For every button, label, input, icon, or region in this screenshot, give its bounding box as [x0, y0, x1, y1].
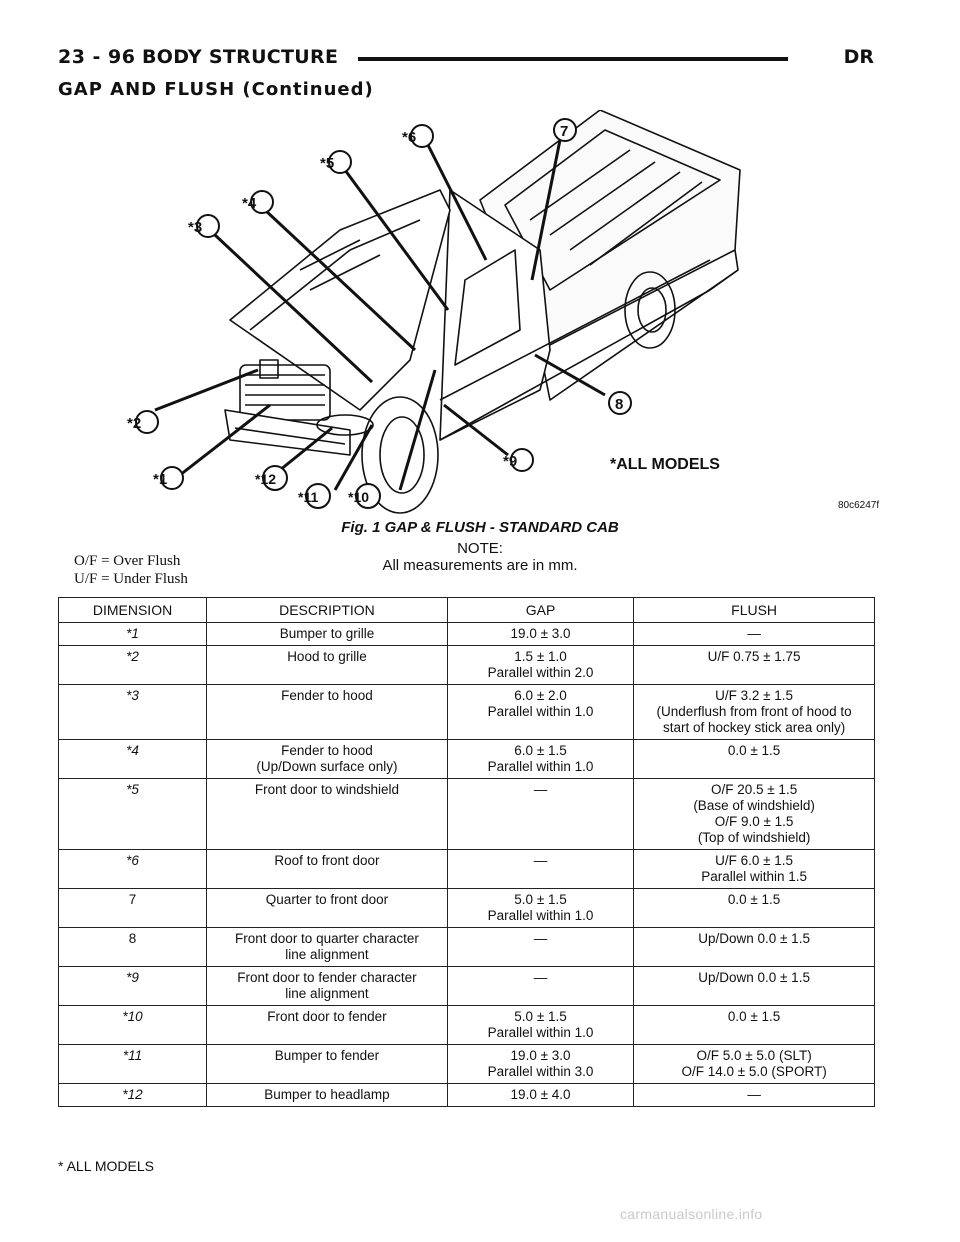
desc-cell: [207, 1084, 448, 1107]
page-number: 23 - 96: [58, 46, 136, 68]
flush-line: —: [747, 626, 761, 641]
table-row: [59, 646, 875, 685]
table-row: [59, 623, 875, 646]
desc-line: Fender to hood: [281, 743, 373, 758]
flush-line: (Top of windshield): [697, 830, 811, 845]
svg-text:*5: *5: [320, 155, 335, 172]
desc-cell: [207, 928, 448, 967]
gap-line: 19.0 ± 3.0: [510, 626, 571, 641]
flush-cell: [634, 685, 875, 740]
svg-text:*10: *10: [348, 489, 370, 505]
gap-line: 6.0 ± 1.5: [514, 743, 567, 758]
flush-cell: [634, 928, 875, 967]
desc-cell: [207, 623, 448, 646]
flush-cell: [634, 1045, 875, 1084]
flush-cell: [634, 1084, 875, 1107]
svg-text:*3: *3: [188, 219, 203, 236]
dimension-cell: 8: [59, 928, 207, 967]
gap-line: Parallel within 3.0: [487, 1064, 594, 1079]
flush-cell: [634, 623, 875, 646]
gap-cell: [447, 928, 633, 967]
desc-line: Front door to fender character: [237, 970, 417, 985]
dimension-cell: *9: [59, 967, 207, 1006]
section-title: BODY STRUCTURE: [142, 46, 339, 68]
gap-cell: [447, 850, 633, 889]
flush-line: O/F 20.5 ± 1.5: [711, 782, 798, 797]
table-row: [59, 889, 875, 928]
callout-8: [609, 392, 631, 414]
col-flush: FLUSH: [634, 598, 875, 623]
dimension-cell: *3: [59, 685, 207, 740]
callout-1: [153, 467, 183, 489]
flush-line: start of hockey stick area only): [662, 720, 846, 735]
desc-cell: [207, 889, 448, 928]
gap-cell: [447, 646, 633, 685]
gap-line: —: [533, 931, 548, 946]
dimension-cell: *10: [59, 1006, 207, 1045]
gap-line: Parallel within 1.0: [487, 908, 594, 923]
gap-cell: [447, 1045, 633, 1084]
gap-line: 1.5 ± 1.0: [514, 649, 567, 664]
svg-text:*2: *2: [127, 415, 142, 432]
desc-cell: [207, 967, 448, 1006]
svg-text:*11: *11: [298, 489, 319, 505]
desc-line: Bumper to headlamp: [264, 1087, 390, 1102]
image-code: 80c6247f: [838, 500, 880, 511]
svg-text:7: 7: [560, 123, 569, 140]
flush-line: O/F 14.0 ± 5.0 (SPORT): [681, 1064, 827, 1079]
desc-line: Bumper to fender: [274, 1048, 380, 1063]
flush-cell: [634, 850, 875, 889]
flush-line: U/F 3.2 ± 1.5: [715, 688, 794, 703]
svg-text:*12: *12: [255, 471, 277, 487]
figure-caption: Fig. 1 GAP & FLUSH - STANDARD CAB: [341, 519, 619, 536]
callout-9: [503, 449, 533, 471]
dimension-cell: *11: [59, 1045, 207, 1084]
callout-5: [320, 151, 351, 173]
all-models-label: *ALL MODELS: [610, 456, 720, 473]
table-row: [59, 850, 875, 889]
flush-line: 0.0 ± 1.5: [727, 892, 781, 907]
desc-cell: [207, 779, 448, 850]
desc-line: Fender to hood: [281, 688, 373, 703]
note-title: NOTE:: [457, 540, 503, 557]
table-row: [59, 779, 875, 850]
callout-4: [242, 191, 273, 213]
flush-line: —: [747, 1087, 761, 1102]
gap-line: Parallel within 2.0: [487, 665, 594, 680]
gap-cell: [447, 1084, 633, 1107]
note: [0, 540, 960, 574]
model-code: DR: [843, 46, 874, 68]
flush-cell: [634, 889, 875, 928]
gap-line: 5.0 ± 1.5: [514, 1009, 567, 1024]
dimension-cell: *12: [59, 1084, 207, 1107]
dimension-cell: *2: [59, 646, 207, 685]
col-dimension: DIMENSION: [59, 598, 207, 623]
gap-flush-table: [58, 597, 875, 1107]
gap-line: 5.0 ± 1.5: [514, 892, 567, 907]
table-row: [59, 1084, 875, 1107]
desc-line: (Up/Down surface only): [256, 759, 398, 774]
gap-cell: [447, 889, 633, 928]
desc-line: line alignment: [285, 947, 369, 962]
flush-cell: [634, 779, 875, 850]
desc-cell: [207, 1006, 448, 1045]
dimension-cell: 7: [59, 889, 207, 928]
gap-line: Parallel within 1.0: [487, 704, 594, 719]
flush-line: (Underflush from front of hood to: [656, 704, 852, 719]
desc-line: Hood to grille: [287, 649, 367, 664]
gap-line: Parallel within 1.0: [487, 1025, 594, 1040]
dimension-cell: *4: [59, 740, 207, 779]
desc-cell: [207, 685, 448, 740]
flush-line: 0.0 ± 1.5: [727, 743, 781, 758]
gap-line: 19.0 ± 4.0: [510, 1087, 571, 1102]
callout-3: [188, 215, 219, 237]
gap-cell: [447, 740, 633, 779]
callout-6: [402, 125, 433, 147]
desc-line: Front door to windshield: [254, 782, 399, 797]
callout-7: [554, 119, 576, 141]
watermark: carmanualsonline.info: [620, 1206, 763, 1222]
gap-line: —: [533, 853, 548, 868]
dimension-cell: *5: [59, 779, 207, 850]
col-gap: GAP: [447, 598, 633, 623]
flush-cell: [634, 646, 875, 685]
desc-line: line alignment: [285, 986, 369, 1001]
flush-cell: [634, 1006, 875, 1045]
desc-line: Front door to quarter character: [235, 931, 419, 946]
flush-cell: [634, 740, 875, 779]
footnote: * ALL MODELS: [58, 1158, 154, 1174]
page-header: [58, 44, 874, 74]
truck-figure: [110, 110, 890, 520]
header-rule: [358, 57, 788, 61]
legend-over-flush: O/F = Over Flush: [74, 553, 181, 569]
page-subtitle: GAP AND FLUSH (Continued): [58, 79, 374, 100]
desc-line: Quarter to front door: [265, 892, 389, 907]
legend-under-flush: U/F = Under Flush: [74, 571, 188, 587]
callout-10: [348, 484, 380, 508]
callout-12: [255, 466, 287, 490]
gap-line: —: [533, 782, 548, 797]
svg-text:*4: *4: [242, 195, 257, 212]
callout-2: [127, 411, 158, 433]
flush-line: U/F 6.0 ± 1.5: [715, 853, 794, 868]
table-row: [59, 1045, 875, 1084]
svg-text:*9: *9: [503, 453, 518, 470]
gap-cell: [447, 967, 633, 1006]
gap-cell: [447, 779, 633, 850]
gap-line: 19.0 ± 3.0: [510, 1048, 571, 1063]
svg-text:*6: *6: [402, 129, 417, 146]
flush-line: Up/Down 0.0 ± 1.5: [698, 931, 810, 946]
flush-line: (Base of windshield): [693, 798, 815, 813]
desc-line: Bumper to grille: [279, 626, 375, 641]
table-row: [59, 1006, 875, 1045]
flush-cell: [634, 967, 875, 1006]
flush-line: Parallel within 1.5: [701, 869, 807, 884]
flush-line: Up/Down 0.0 ± 1.5: [698, 970, 810, 985]
table-header-row: [59, 598, 875, 623]
gap-line: Parallel within 1.0: [487, 759, 594, 774]
col-description: DESCRIPTION: [207, 598, 448, 623]
flush-line: O/F 9.0 ± 1.5: [714, 814, 794, 829]
dimension-cell: *6: [59, 850, 207, 889]
flush-line: U/F 0.75 ± 1.75: [707, 649, 801, 664]
svg-text:8: 8: [615, 396, 624, 413]
desc-line: Front door to fender: [267, 1009, 387, 1024]
gap-line: —: [533, 970, 548, 985]
note-text: All measurements are in mm.: [382, 557, 578, 574]
dimension-cell: *1: [59, 623, 207, 646]
table-row: [59, 967, 875, 1006]
table-row: [59, 685, 875, 740]
desc-cell: [207, 646, 448, 685]
svg-text:*1: *1: [153, 471, 168, 488]
table-row: [59, 740, 875, 779]
gap-cell: [447, 623, 633, 646]
gap-cell: [447, 1006, 633, 1045]
gap-line: 6.0 ± 2.0: [514, 688, 567, 703]
desc-cell: [207, 850, 448, 889]
callout-11: [298, 484, 330, 508]
desc-cell: [207, 1045, 448, 1084]
desc-cell: [207, 740, 448, 779]
desc-line: Roof to front door: [274, 853, 380, 868]
table-row: [59, 928, 875, 967]
flush-line: 0.0 ± 1.5: [727, 1009, 781, 1024]
gap-cell: [447, 685, 633, 740]
flush-line: O/F 5.0 ± 5.0 (SLT): [696, 1048, 812, 1063]
